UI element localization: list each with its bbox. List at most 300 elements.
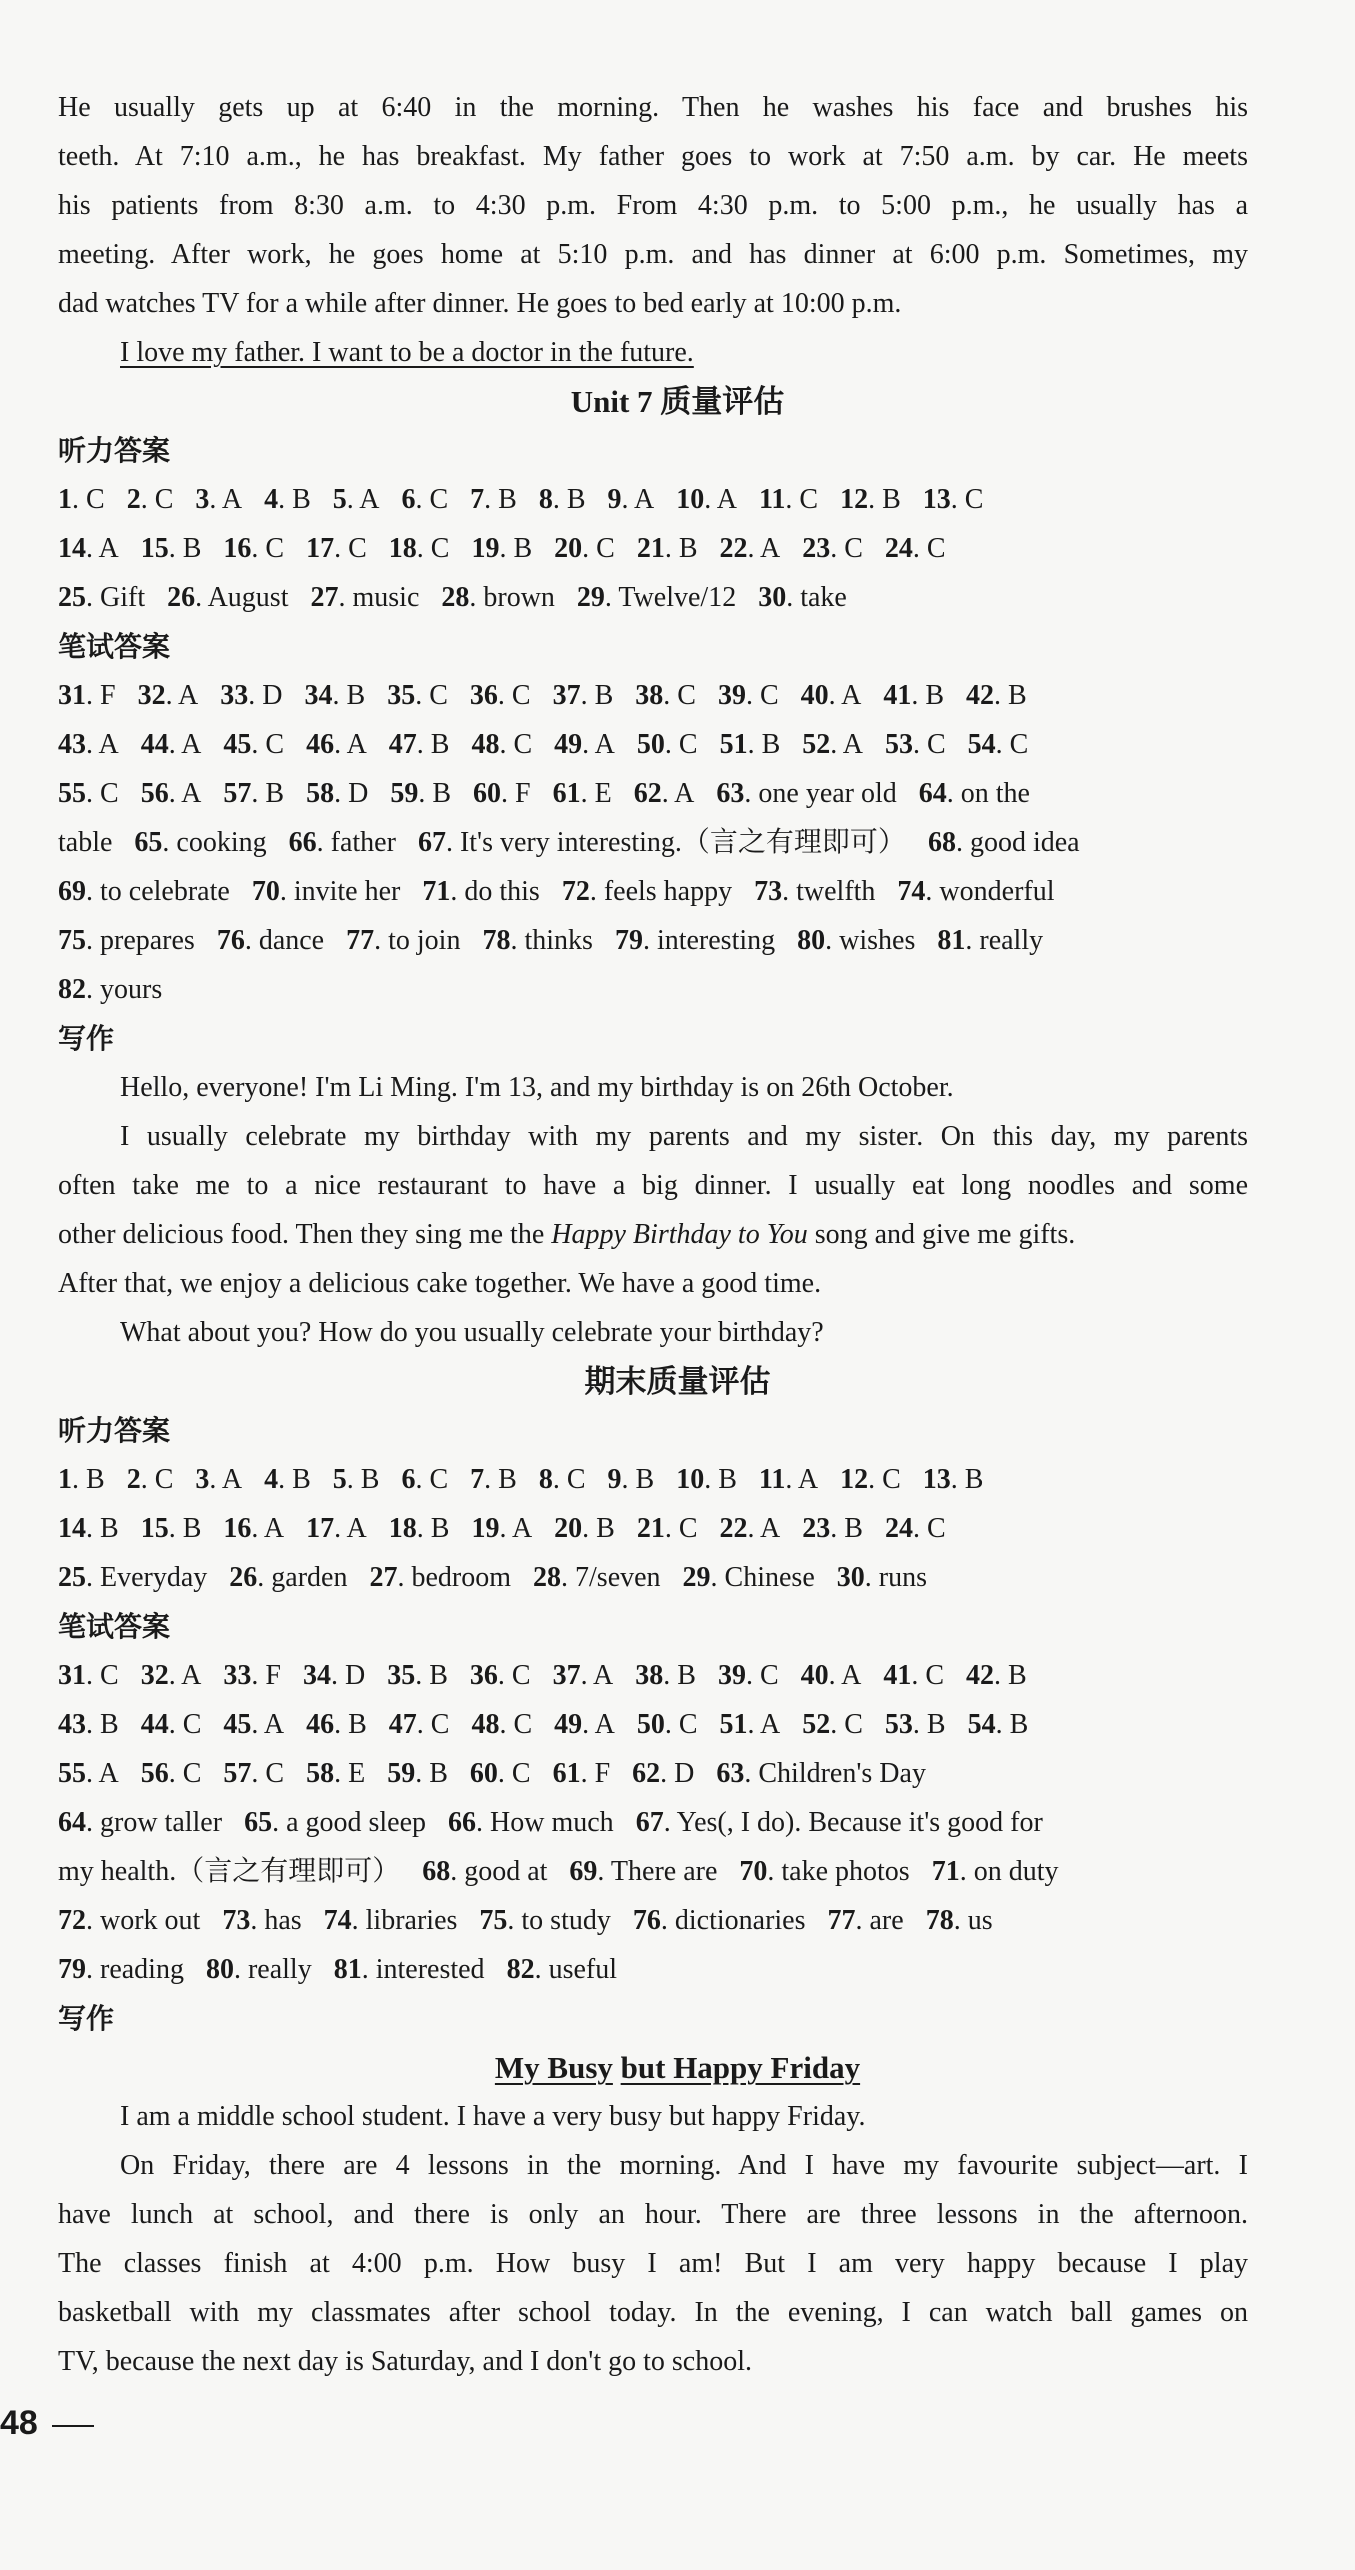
answer-text: do this [464,876,540,907]
answer-item: 28. brown [441,582,555,613]
answer-item: 53. B [884,1709,946,1740]
answer-item: 5. A [332,484,380,515]
answer-item: 75. to study [479,1905,611,1936]
answer-text: C [677,680,696,711]
answer-text: A [759,533,781,564]
answer-number: 66 [288,827,317,858]
answer-item: 23. B [802,1513,863,1544]
answer-text: B [844,1513,863,1544]
answer-item: 25. Gift [58,582,146,613]
unit7-written-label: 笔试答案 [58,630,171,663]
answer-text: C [882,1464,901,1495]
answer-item: 56. C [140,1758,202,1789]
answer-number: 53 [884,1709,913,1740]
answer-item: 82. yours [58,974,163,1005]
answer-number: 66 [448,1807,477,1838]
answer-number: 50 [636,729,665,760]
answer-row [58,966,1248,1014]
answer-text: C [964,484,984,515]
answer-number: 63 [716,1758,745,1789]
answer-text: D [674,1758,695,1789]
answer-text: B [1008,680,1027,711]
answer-item: 70. take photos [739,1856,910,1887]
answer-row [58,819,1248,867]
answer-number: 36 [469,680,498,711]
answer-number: 55 [58,1758,86,1789]
answer-text: F [515,778,531,809]
answer-number: 39 [717,680,746,711]
answer-item: 74. libraries [323,1905,458,1936]
answer-item: 25. Everyday [58,1562,208,1593]
answer-number: 64 [918,778,947,809]
answer-text: take photos [781,1856,910,1887]
answer-row [58,1505,1248,1553]
answer-item [58,1848,400,1896]
answer-text: B [360,1464,380,1495]
answer-text: to join [388,925,461,956]
answer-item: 18. B [388,1513,450,1544]
answer-item: 82. useful [506,1954,617,1985]
final-listening-label: 听力答案 [58,1414,171,1447]
answer-item [58,819,112,867]
answer-text: one year old [758,778,897,809]
answer-number: 10 [676,484,705,515]
answer-item: 62. D [632,1758,695,1789]
answer-text: C [678,729,698,760]
answer-text: B [348,1709,367,1740]
answer-text: C [926,1513,946,1544]
answer-text: C [844,1709,863,1740]
answer-text: C [511,1660,531,1691]
answer-item: 52. C [802,1709,863,1740]
answer-item: 59. B [387,1758,448,1789]
answer-number: 28 [441,582,470,613]
answer-number: 58 [306,778,335,809]
answer-number: 62 [633,778,662,809]
answer-number: 46 [306,729,335,760]
intro-line: dad watches TV for a while after dinner. He goes to bed early at 10:00 p.m. [58,288,902,319]
answer-text: B [925,680,945,711]
answer-item: 55. A [58,1758,119,1789]
answer-text: B [718,1464,737,1495]
answer-text: C [154,484,174,515]
answer-item: 7. B [470,484,517,515]
answer-number: 71 [422,876,451,907]
answer-item: 40. A [800,680,862,711]
answer-item: 58. D [306,778,369,809]
answer-item: 64. grow taller [58,1807,223,1838]
answer-row [58,1897,1248,1945]
answer-number: 7 [470,1464,485,1495]
answer-number: 53 [884,729,913,760]
answer-number: 35 [387,680,416,711]
answer-number: 75 [58,925,86,956]
answer-item: 4. B [264,484,311,515]
answer-number: 75 [479,1905,508,1936]
final-writing-label: 写作 [58,2002,115,2035]
answer-text: C [154,1464,174,1495]
answer-text: E [594,778,612,809]
answer-item: 76. dictionaries [632,1905,806,1936]
answer-text: wonderful [939,876,1055,907]
answer-text: A [674,778,695,809]
answer-number: 70 [251,876,280,907]
answer-number: 50 [636,1709,665,1740]
answer-item: 24. C [884,533,946,564]
final-title: 期末质量评估 [584,1364,771,1399]
answer-item: 74. wonderful [897,876,1055,907]
answer-item: 13. C [922,484,984,515]
answer-text: A [760,1513,781,1544]
answer-number: 56 [140,778,169,809]
answer-number: 68 [422,1856,451,1887]
answer-row [58,1946,1248,1994]
answer-text: on duty [973,1856,1059,1887]
answer-number: 36 [469,1660,498,1691]
answer-item: 15. B [140,533,202,564]
answer-text: F [594,1758,611,1789]
answer-text: C [926,729,946,760]
answer-item: 49. A [554,1709,615,1740]
answer-number: 74 [897,876,926,907]
answer-text: bedroom [411,1562,512,1593]
answer-text: dictionaries [674,1905,806,1936]
answer-item: 53. C [884,729,946,760]
answer-row [58,1456,1248,1504]
answer-item: 2. C [126,484,174,515]
answer-number: 72 [58,1905,86,1936]
answer-item: 40. A [800,1660,862,1691]
answer-text: A [511,1513,533,1544]
answer-item: 57. B [223,778,285,809]
answer-item: 79. interesting [614,925,776,956]
answer-text: B [100,1513,119,1544]
answer-number: 25 [58,1562,86,1593]
answer-number: 19 [471,533,500,564]
answer-item: 48. C [471,1709,533,1740]
answer-item: 69. to celebrate [58,876,230,907]
answer-number: 61 [552,778,581,809]
answer-text: C [511,680,531,711]
answer-number: 27 [369,1562,398,1593]
answer-number: 35 [387,1660,416,1691]
answer-row [58,476,1248,524]
answer-item: 65. cooking [134,827,267,858]
answer-item: 21. B [636,533,698,564]
answer-item: 68. good idea [927,827,1080,858]
answer-text: C [844,533,863,564]
answer-number: 56 [140,1758,169,1789]
answer-number: 37 [552,680,581,711]
answer-item: 47. C [388,1709,450,1740]
answer-text: A [263,1513,285,1544]
answer-item: 43. B [58,1709,119,1740]
answer-item: 12. B [840,484,901,515]
answer-number: 33 [223,1660,252,1691]
answer-text: has [264,1905,302,1936]
answer-number: 12 [840,1464,869,1495]
answer-item: 38. C [635,680,696,711]
essay-line: On Friday, there are 4 lessons in the morning. And I have my favourite subject—art. I [120,2150,1248,2181]
answer-number: 43 [58,1709,86,1740]
answer-item: 81. interested [333,1954,485,1985]
intro-line: his patients from 8:30 a.m. to 4:30 p.m. From 4:30 p.m. to 5:00 p.m., he usually has a [58,190,1248,221]
answer-item: 29. Twelve/12 [576,582,737,613]
answer-item: 27. music [310,582,420,613]
answer-number: 34 [302,1660,331,1691]
answer-number: 44 [140,1709,169,1740]
essay-line: The classes finish at 4:00 p.m. How busy I am! But I am very happy because I play [58,2248,1248,2279]
answer-item: 19. A [471,1513,533,1544]
answer-item: 5. B [332,1464,380,1495]
intro-line: He usually gets up at 6:40 in the morning. Then he washes his face and brushes his [58,92,1248,123]
answer-number: 43 [58,729,86,760]
answer-number: 13 [922,1464,951,1495]
answer-item: 61. E [552,778,612,809]
answer-item: 69. There are [569,1856,718,1887]
answer-number: 82 [506,1954,535,1985]
answer-text: dance [258,925,325,956]
answer-number: 77 [346,925,375,956]
answer-text: B [100,1709,119,1740]
answer-item: 61. F [552,1758,611,1789]
answer-number: 2 [126,484,141,515]
intro-line: teeth. At 7:10 a.m., he has breakfast. My father goes to work at 7:50 a.m. by car. He meets [58,141,1248,172]
answer-item: 43. A [58,729,119,760]
answer-item: 30. take [758,582,847,613]
unit7-title: Unit 7 质量评估 [570,384,785,419]
answer-number: 52 [802,729,831,760]
answer-number: 49 [554,729,583,760]
answer-text: a good sleep [286,1807,427,1838]
answer-text: A [98,533,119,564]
answer-text: D [348,778,369,809]
answer-number: 40 [800,1660,829,1691]
answer-item: 18. C [388,533,450,564]
answer-text: A [178,680,199,711]
answer-number: 65 [134,827,163,858]
answer-number: 80 [205,1954,234,1985]
answer-text: B [265,778,285,809]
answer-text: are [869,1905,904,1936]
answer-text: B [498,484,517,515]
answer-number: 67 [417,827,446,858]
answer-item: 67. It's very interesting.（言之有理即可） [417,827,906,858]
answer-item: 13. B [922,1464,984,1495]
answer-text: B [635,1464,655,1495]
answer-item: 46. B [306,1709,367,1740]
answer-item: 45. C [223,729,285,760]
answer-number: 21 [636,1513,665,1544]
answer-item: 20. B [554,1513,615,1544]
answer-item: 73. has [222,1905,302,1936]
answer-number: 78 [925,1905,954,1936]
answer-number: 15 [140,533,169,564]
answer-text: cooking [176,827,267,858]
answer-number: 9 [607,1464,622,1495]
answer-number: 19 [471,1513,500,1544]
answer-number: 11 [758,1464,786,1495]
answer-number: 51 [719,729,748,760]
answer-number: 16 [223,533,252,564]
answer-item: 3. A [195,1464,243,1495]
answer-number: 13 [922,484,951,515]
answer-number: 67 [635,1807,664,1838]
answer-item: 80. wishes [797,925,916,956]
answer-text: useful [548,1954,617,1985]
answer-item: 42. B [966,1660,1027,1691]
answer-text: table [58,827,113,858]
answer-number: 47 [388,729,417,760]
answer-text: C [511,1758,531,1789]
answer-text: B [498,1464,517,1495]
answer-item: 58. E [306,1758,366,1789]
answer-number: 6 [401,484,416,515]
answer-item: 9. A [607,484,655,515]
answer-item: 17. A [306,1513,367,1544]
answer-item: 66. father [288,827,396,858]
answer-text: Children's Day [758,1758,926,1789]
answer-item: 36. C [469,1660,531,1691]
answer-number: 32 [140,1660,169,1691]
answer-item: 39. C [717,1660,779,1691]
answer-number: 8 [538,484,553,515]
answer-text: reading [100,1954,184,1985]
essay-line: other delicious food. Then they sing me the Happy Birthday to You song and give me gifts. [58,1219,1076,1250]
answer-text: wishes [839,925,916,956]
answer-item: 60. F [473,778,531,809]
answer-number: 54 [967,1709,996,1740]
answer-row [58,917,1248,965]
answer-item: 44. C [140,1709,202,1740]
answer-number: 74 [323,1905,352,1936]
answer-item: 22. A [719,1513,781,1544]
answer-item: 34. B [304,680,366,711]
answer-number: 58 [306,1758,335,1789]
intro-line: meeting. After work, he goes home at 5:10 p.m. and has dinner at 6:00 p.m. Sometimes, my [58,239,1248,270]
answer-number: 69 [58,876,86,907]
answer-item: 20. C [554,533,615,564]
answer-number: 63 [716,778,745,809]
answer-text: my health.（言之有理即可） [58,1856,401,1887]
answer-number: 45 [223,1709,252,1740]
answer-item: 78. us [925,1905,993,1936]
answer-item: 34. D [302,1660,366,1691]
answer-item: 10. A [676,484,737,515]
answer-item: 77. are [827,1905,904,1936]
answer-text: There are [610,1856,718,1887]
answer-item: 70. invite her [251,876,401,907]
answer-number: 78 [482,925,511,956]
answer-text: father [330,827,396,858]
answer-item: 50. C [636,1709,698,1740]
answer-text: B [678,533,698,564]
answer-text: C [759,1660,779,1691]
answer-number: 5 [332,1464,347,1495]
answer-item: 1. B [58,1464,105,1495]
answer-text: B [761,729,781,760]
answer-number: 10 [676,1464,705,1495]
answer-row [58,1799,1248,1847]
answer-item: 63. one year old [716,778,897,809]
answer-text: C [799,484,819,515]
answer-number: 7 [470,484,485,515]
answer-row [58,1652,1248,1700]
answer-item: 71. do this [422,876,540,907]
answer-text: C [429,1464,449,1495]
answer-number: 20 [554,1513,583,1544]
answer-text: C [430,533,450,564]
answer-text: interesting [656,925,776,956]
answer-number: 34 [304,680,333,711]
answer-text: take [800,582,847,613]
answer-text: Yes(, I do). Because it's good for [676,1807,1043,1838]
answer-item: 10. B [676,1464,737,1495]
answer-number: 37 [552,1660,581,1691]
answer-text: F [265,1660,281,1691]
essay-line: I am a middle school student. I have a very busy but happy Friday. [120,2101,866,2132]
answer-item: 11. C [758,484,819,515]
answer-number: 29 [682,1562,711,1593]
answer-text: A [181,729,202,760]
answer-text: C [265,729,285,760]
answer-text: B [566,484,586,515]
answer-text: feels happy [603,876,733,907]
essay-line: Hello, everyone! I'm Li Ming. I'm 13, and my birthday is on 26th October. [120,1072,954,1103]
answer-row [58,574,1248,622]
answer-text: C [86,484,105,515]
answer-number: 57 [223,1758,252,1789]
answer-row [58,1701,1248,1749]
answer-item: 16. C [223,533,285,564]
answer-text: C [759,680,779,711]
answer-item: 51. B [719,729,781,760]
answer-item: 29. Chinese [682,1562,815,1593]
answer-number: 31 [58,1660,86,1691]
answer-number: 76 [632,1905,661,1936]
answer-number: 11 [758,484,786,515]
answer-number: 48 [471,1709,500,1740]
answer-text: B [429,1660,448,1691]
answer-item: 41. B [883,680,945,711]
answer-item: 33. F [223,1660,281,1691]
answer-text: C [925,1660,945,1691]
answer-item: 6. C [401,1464,449,1495]
answer-text: interested [375,1954,485,1985]
answer-number: 32 [137,680,166,711]
essay-title: My Busy but Happy Friday [494,2050,861,2085]
answer-row [58,1554,1248,1602]
answer-text: C [348,533,367,564]
answer-item: 64. on the [918,778,1030,809]
answer-item: 57. C [223,1758,285,1789]
answer-item: 56. A [140,778,202,809]
answer-number: 26 [167,582,196,613]
answer-item: 4. B [264,1464,311,1495]
answer-text: B [1008,1660,1027,1691]
answer-number: 42 [966,680,995,711]
answer-number: 62 [632,1758,661,1789]
answer-text: garden [271,1562,348,1593]
answer-number: 21 [636,533,665,564]
answer-text: good idea [969,827,1080,858]
answer-row [58,1848,1248,1896]
answer-item: 9. B [607,1464,655,1495]
answer-text: B [429,1758,448,1789]
answer-item: 80. really [205,1954,312,1985]
answer-number: 16 [223,1513,252,1544]
answer-text: C [566,1464,586,1495]
